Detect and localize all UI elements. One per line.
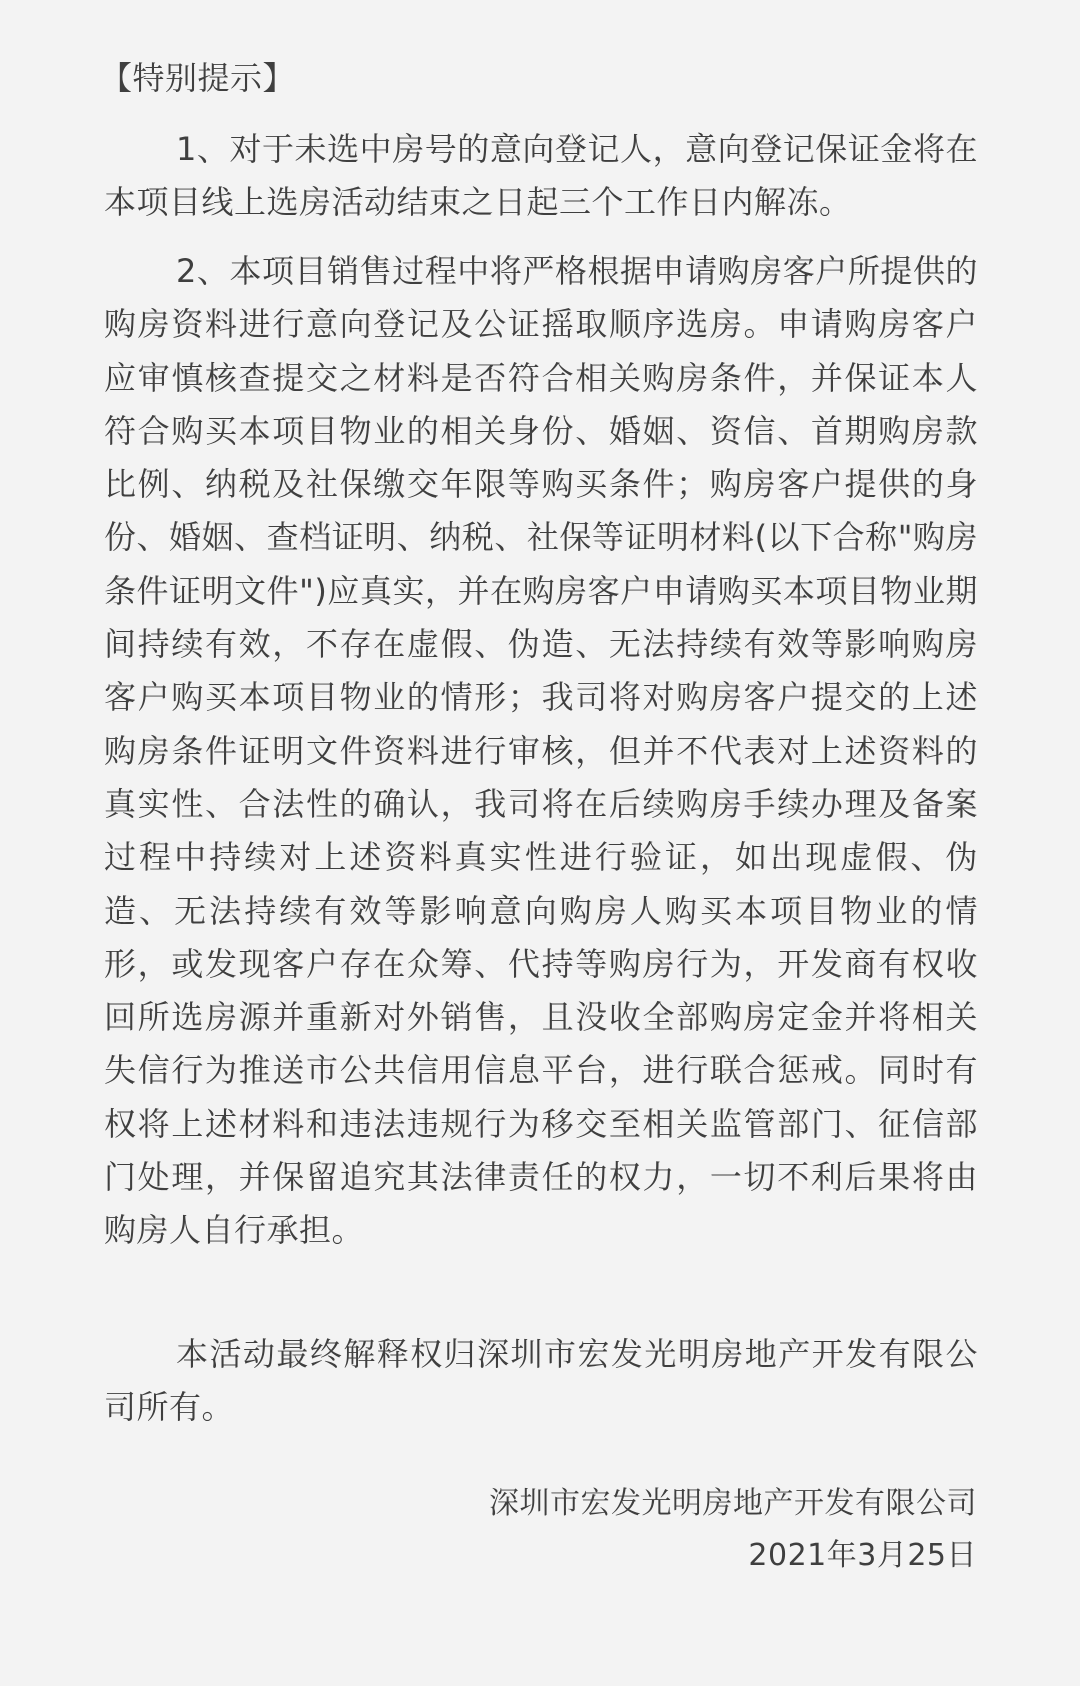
signature-date: 2021年3月25日 bbox=[748, 1538, 977, 1573]
notice-paragraph-2: 2、本项目销售过程中将严格根据申请购房客户所提供的购房资料进行意向登记及公证摇取顺序选房。申请购房客户应审慎核查提交之材料是否符合相关购房条件，并保证本人符合购买本项目物业的相关身份、婚姻、资信、首期购房款比例、纳税及社保缴交年限等购买条件；购房客户提供的身份、婚姻、查档证明、纳税、社保等证明材料(以下合称"购房条件证明文件")应真实，并在购房客户申请购买本项目物业期间持续有效，不存在虚假、伪造、无法持续有效等影响购房客户购买本项目物业的情形；我司将对购房客户提交的上述购房条件证明文件资料进行审核，但并不代表对上述资料的真实性、合法性的确认，我司将在后续购房手续办理及备案过程中持续对上述资料真实性进行验证，如出现虚假、伪造、无法持续有效等影响意向购房人购买本项目物业的情形，或发现客户存在众筹、代持等购房行为，开发商有权收回所选房源并重新对外销售，且没收全部购房定金并将相关失信行为推送市公共信用信息平台，进行联合惩戒。同时有权将上述材料和违法违规行为移交至相关监管部门、征信部门处理，并保留追究其法律责任的权力，一切不利后果将由购房人自行承担。 bbox=[104, 252, 978, 1250]
notice-paragraph-1: 1、对于未选中房号的意向登记人，意向登记保证金将在本项目线上选房活动结束之日起三个工作日内解冻。 bbox=[104, 130, 978, 222]
notice-paragraph-3: 本活动最终解释权归深圳市宏发光明房地产开发有限公司所有。 bbox=[104, 1335, 978, 1427]
signature-company: 深圳市宏发光明房地产开发有限公司 bbox=[489, 1486, 977, 1521]
notice-heading: 【特别提示】 bbox=[100, 59, 296, 97]
signature-block bbox=[489, 1478, 977, 1582]
